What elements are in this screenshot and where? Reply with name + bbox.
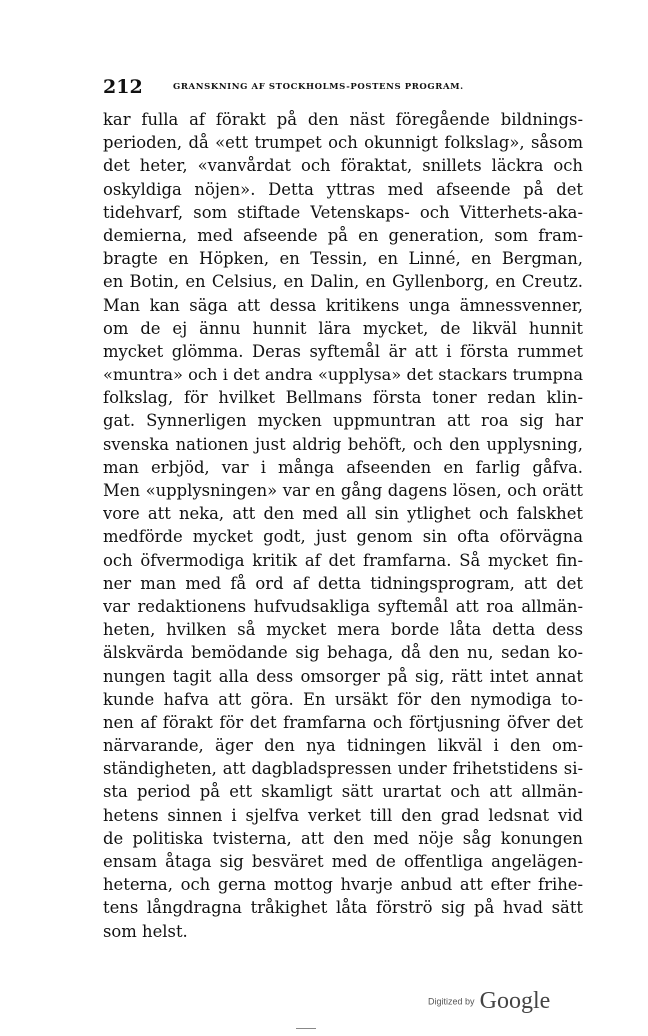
text-line: vore att neka, att den med all sin ytlighet och falskhet <box>103 504 583 524</box>
text-line: svenska nationen just aldrig behöft, och den upplysning, <box>103 434 583 454</box>
body-text <box>103 108 583 943</box>
bottom-rule <box>296 1028 316 1029</box>
text-line: som helst. <box>103 921 188 941</box>
text-line: om de ej ännu hunnit lära mycket, de likväl hunnit <box>103 318 583 338</box>
text-line: nen af förakt för det framfarna och förtjusning öfver det <box>103 712 583 732</box>
text-line: Men «upplysningen» var en gång dagens lösen, och orätt <box>103 481 583 500</box>
text-line: heterna, och gerna mottog hvarje anbud att efter frihe- <box>103 875 583 895</box>
text-line: Man kan säga att dessa kritikens unga ämnessvenner, <box>103 295 583 315</box>
text-line: en Botin, en Celsius, en Dalin, en Gyllenborg, en Creutz. <box>103 272 583 292</box>
text-line: nungen tagit alla dess omsorger på sig, rätt intet annat <box>103 666 583 686</box>
text-line: oskyldiga nöjen». Detta yttras med afseende på det <box>103 179 583 199</box>
text-line: ner man med få ord af detta tidningsprogram, att det <box>103 573 583 593</box>
text-line: ständigheten, att dagbladspressen under frihetstidens si- <box>103 759 583 779</box>
google-logo: Google <box>479 988 551 1014</box>
text-line: sta period på ett skamligt sätt urartat och att allmän- <box>103 782 583 802</box>
text-line: folkslag, för hvilket Bellmans första toner redan klin- <box>103 388 583 408</box>
text-line: man erbjöd, var i många afseenden en farlig gåfva. <box>103 457 583 477</box>
text-line: heten, hvilken så mycket mera borde låta detta dess <box>103 620 583 640</box>
text-line: tidehvarf, som stiftade Vetenskaps- och Vitterhets-aka- <box>103 202 583 222</box>
text-line: mycket glömma. Deras syftemål är att i första rummet <box>103 341 583 361</box>
text-line: och öfvermodiga kritik af det framfarna. Så mycket fin- <box>103 550 583 570</box>
text-line: medförde mycket godt, just genom sin ofta oförvägna <box>103 527 583 547</box>
watermark-prefix: Digitized by <box>428 996 475 1007</box>
text-line: hetens sinnen i sjelfva verket till den grad ledsnat vid <box>103 805 583 825</box>
text-line: närvarande, äger den nya tidningen likväl i den om- <box>103 736 583 756</box>
text-line: bragte en Höpken, en Tessin, en Linné, en Bergman, <box>103 249 583 269</box>
text-line: ensam åtaga sig besväret med de offentliga angelägen- <box>103 852 583 871</box>
page-header <box>103 76 583 100</box>
text-line: kar fulla af förakt på den näst föregående bildnings- <box>103 110 583 129</box>
text-line: gat. Synnerligen mycken uppmuntran att roa sig har <box>103 411 583 431</box>
digitized-watermark <box>428 988 550 1015</box>
text-line: kunde hafva att göra. En ursäkt för den nymodiga to- <box>103 689 583 709</box>
text-line: demierna, med afseende på en generation, som fram- <box>103 225 583 245</box>
text-line: perioden, då «ett trumpet och okunnigt folkslag», såsom <box>103 133 583 153</box>
text-line: «muntra» och i det andra «upplysa» det stackars trumpna <box>103 365 583 385</box>
page-number: 212 <box>103 76 143 98</box>
text-line: var redaktionens hufvudsakliga syftemål att roa allmän- <box>103 596 583 616</box>
text-line: tens långdragna tråkighet låta förströ sig på hvad sätt <box>103 898 583 918</box>
running-head: GRANSKNING AF STOCKHOLMS-POSTENS PROGRAM. <box>173 82 464 92</box>
text-line: det heter, «vanvårdat och föraktat, snillets läckra och <box>103 156 583 176</box>
text-line: älskvärda bemödande sig behaga, då den nu, sedan ko- <box>103 643 583 663</box>
text-line: de politiska tvisterna, att den med nöje såg konungen <box>103 828 583 848</box>
